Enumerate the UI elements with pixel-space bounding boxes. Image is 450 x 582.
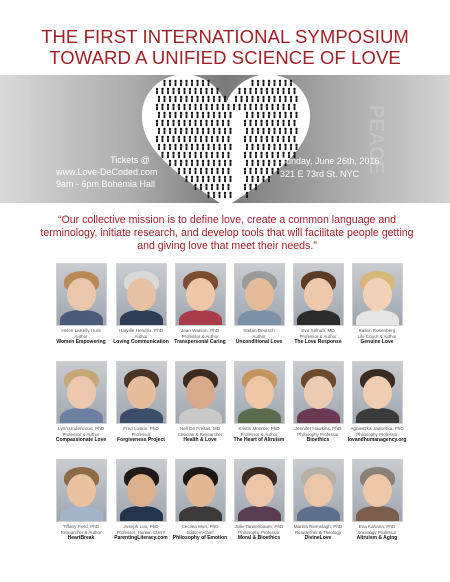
speaker-role: Philosophy Professor	[356, 431, 398, 437]
speaker-role: Professor & Author	[299, 333, 337, 339]
speaker-role: Philosophy Professor	[238, 529, 280, 535]
event-title	[0, 26, 450, 68]
speaker-photo	[352, 459, 403, 522]
speaker-card	[285, 459, 351, 541]
speaker-photo	[116, 361, 167, 424]
speaker-photo	[234, 361, 285, 424]
speaker-name: Jean Watson, PhD	[180, 328, 220, 333]
speaker-role: Clinician & Researcher	[177, 431, 223, 437]
speaker-role: Professor, Hunter, CUNY	[116, 529, 166, 535]
speaker-role: Philosophy Professor	[297, 431, 339, 437]
speaker-role: Author	[74, 333, 88, 339]
speaker-name: Lynn Underwood, PhD	[57, 426, 105, 431]
speaker-topic: Bioethics	[306, 436, 330, 443]
tickets-label: Tickets @	[110, 155, 150, 165]
speaker-topic: Unconditional Love	[235, 338, 283, 345]
speaker-card	[344, 263, 410, 345]
speaker-topic: Altruism & Aging	[356, 534, 398, 541]
speaker-name: Harville Hendrix, PhD	[119, 328, 163, 333]
speaker-photo	[293, 361, 344, 424]
speaker-card	[108, 263, 174, 345]
speaker-name: Jennifer Hawkins, PhD	[294, 426, 342, 431]
event-time-venue: 9am - 6pm Bohemia Hall	[56, 179, 156, 189]
speaker-name: Eva Kahana, PhD	[358, 524, 396, 529]
speaker-card	[167, 361, 233, 443]
speaker-photo	[56, 459, 107, 522]
speaker-role: Professor	[131, 431, 151, 437]
speaker-card	[344, 459, 410, 541]
speaker-role: Professor & Author	[62, 431, 100, 437]
peace-watermark: PEACE	[365, 105, 387, 174]
speaker-name: Marina Riemslagh, PhD	[293, 524, 343, 529]
speaker-topic: Health & Love	[183, 436, 217, 443]
speaker-card	[226, 459, 292, 541]
speaker-topic: The Love Response	[294, 338, 342, 345]
speaker-topic: DivineLove	[304, 534, 332, 541]
mission-statement: “Our collective mission is to define love, create a common language and terminology, initiate research, and develop tools that will facilitate people getting and giving love that meet their needs.”	[40, 214, 414, 252]
speaker-name: Fred Luskin, PhD	[123, 426, 159, 431]
speaker-name: Joseph Luo, PhD	[123, 524, 159, 529]
speaker-name: Tiffany Field, PhD	[62, 524, 100, 529]
speaker-card	[285, 263, 351, 345]
speaker-name: Eva Selhub, MD	[301, 328, 335, 333]
speaker-topic: lovandhumanagency.org	[347, 436, 407, 443]
speaker-card	[48, 361, 114, 443]
speaker-topic: Genuine Love	[360, 338, 394, 345]
speaker-role: Professor & Author	[240, 431, 278, 437]
speaker-topic: ParentingLiteracy.com	[114, 534, 168, 541]
event-address: 321 E 73rd St. NYC	[280, 169, 360, 179]
speaker-card	[344, 361, 410, 443]
speaker-name: Kristin Monroe, PhD	[238, 426, 280, 431]
speaker-topic: Transpersonal Caring	[174, 338, 226, 345]
speaker-photo	[175, 459, 226, 522]
ticket-info	[56, 154, 186, 190]
speaker-role: Researcher & Theology	[294, 529, 342, 535]
speaker-role: Author	[252, 333, 266, 339]
speaker-card	[226, 263, 292, 345]
speaker-topic: Compassionate Love	[55, 436, 107, 443]
event-date-location	[280, 154, 430, 180]
speaker-topic: Loving Communication	[113, 338, 169, 345]
speaker-photo	[56, 361, 107, 424]
speaker-name: Kailen Rosenberg	[358, 328, 396, 333]
speaker-name: Stefan Deutsch	[243, 328, 275, 333]
speaker-card	[48, 459, 114, 541]
speaker-name: Helen LaKelly Hunt	[61, 328, 101, 333]
speaker-role: Sociology Professor	[357, 529, 397, 535]
speaker-photo	[234, 459, 285, 522]
speakers-grid	[48, 263, 406, 568]
event-banner	[0, 75, 450, 203]
speaker-card	[226, 361, 292, 443]
speaker-photo	[116, 459, 167, 522]
event-date: Sunday, June 26th, 2016	[280, 156, 380, 166]
speaker-topic: Philosophy of Emotion	[172, 534, 228, 541]
speaker-role: Researcher & Author	[60, 529, 102, 535]
speaker-topic: Women Empowering	[56, 338, 106, 345]
speaker-role: Editor-in-chief	[186, 529, 214, 535]
speaker-photo	[293, 459, 344, 522]
speaker-card	[167, 459, 233, 541]
speaker-name: Julie Tannenbaum, PhD	[234, 524, 284, 529]
speaker-role: Life Coach & Author	[357, 333, 397, 339]
speaker-card	[167, 263, 233, 345]
speaker-card	[108, 459, 174, 541]
speaker-photo	[175, 263, 226, 326]
event-title-line2: TOWARD A UNIFIED SCIENCE OF LOVE	[49, 47, 401, 68]
speaker-topic: HeartBreak	[67, 534, 95, 541]
speaker-name: Nell De Freitas, MD	[179, 426, 221, 431]
speaker-name: Agnieszka Jaworska, PhD	[350, 426, 404, 431]
event-title-line1: THE FIRST INTERNATIONAL SYMPOSIUM	[41, 26, 409, 47]
speaker-photo	[116, 263, 167, 326]
speaker-topic: Moral & Bioethics	[237, 534, 281, 541]
speaker-photo	[352, 361, 403, 424]
speaker-card	[108, 361, 174, 443]
speaker-topic: The Heart of Altruism	[233, 436, 285, 443]
speaker-photo	[175, 361, 226, 424]
speaker-role: Professor & Author	[181, 333, 219, 339]
speaker-name: Cecilea Mun, PhD	[181, 524, 219, 529]
speaker-topic: Forgiveness Project	[117, 436, 165, 443]
speaker-photo	[352, 263, 403, 326]
speaker-photo	[293, 263, 344, 326]
speaker-card	[48, 263, 114, 345]
speaker-card	[285, 361, 351, 443]
speaker-photo	[234, 263, 285, 326]
speaker-photo	[56, 263, 107, 326]
ticket-website-link[interactable]: www.Love-DeCoded.com	[56, 167, 158, 177]
speaker-role: Author	[134, 333, 148, 339]
